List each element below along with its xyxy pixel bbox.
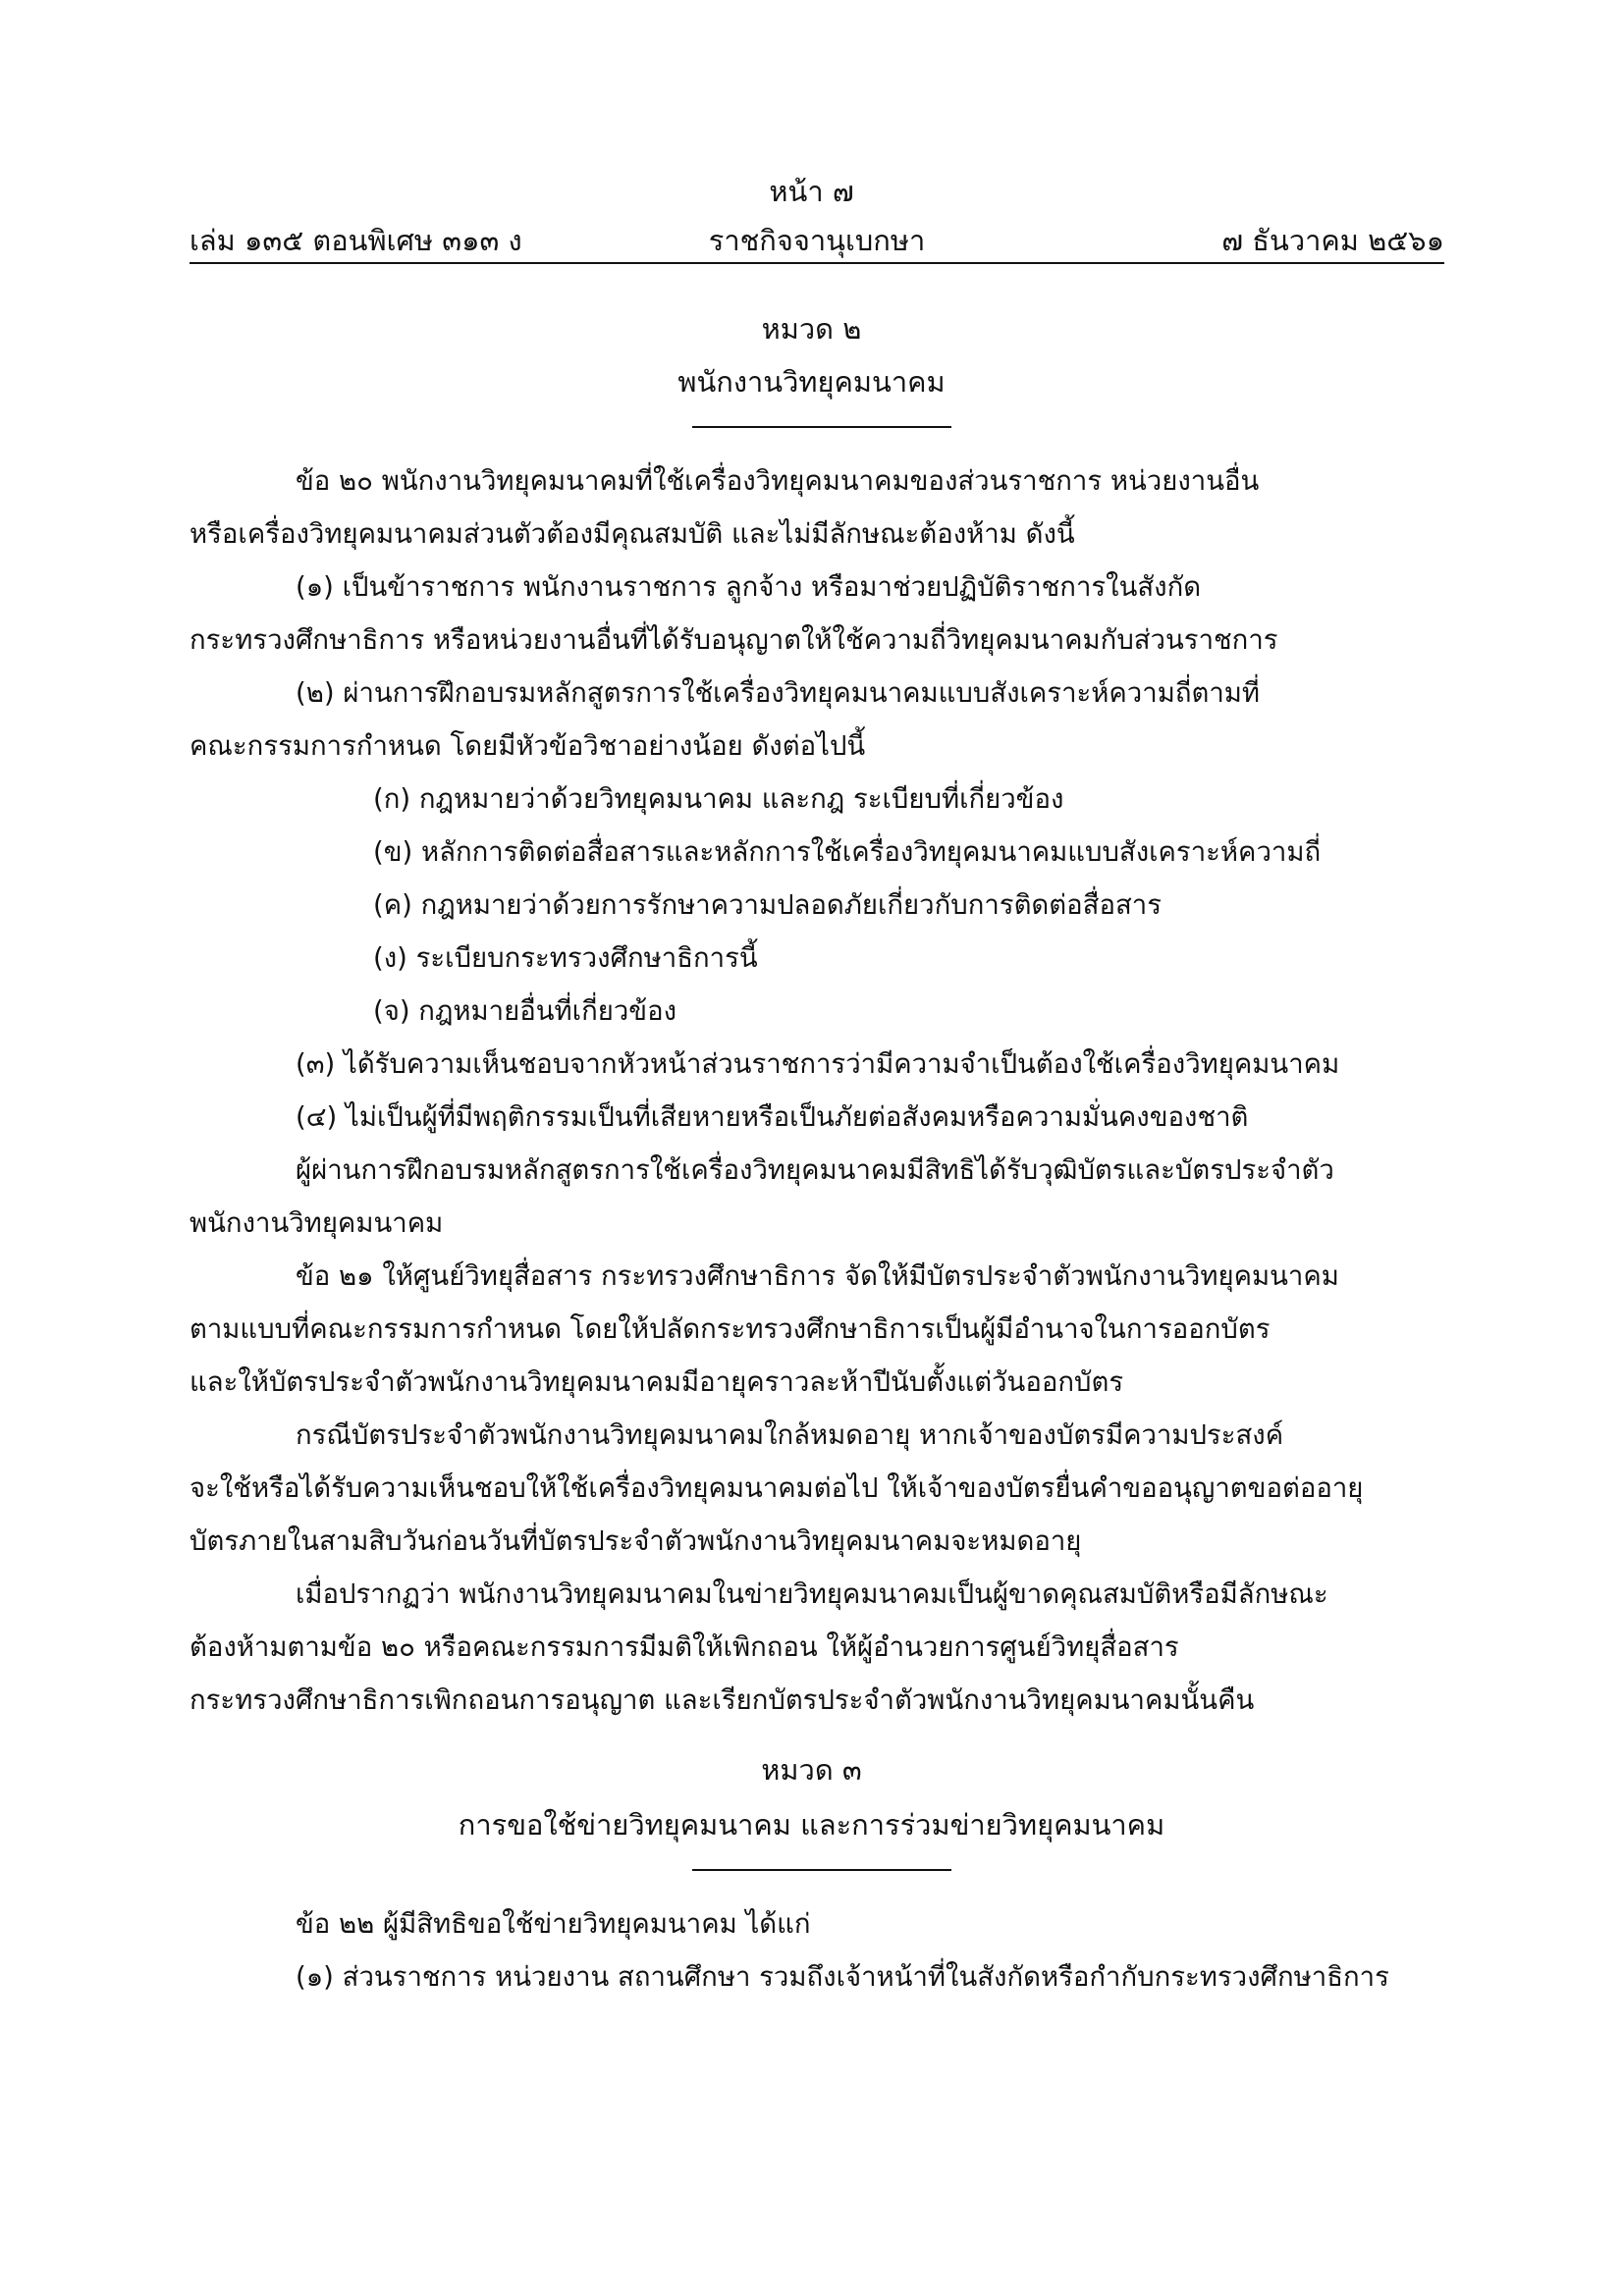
paragraph-line: พนักงานวิทยุคมนาคม bbox=[189, 1207, 444, 1239]
paragraph-line: (๑) เป็นข้าราชการ พนักงานราชการ ลูกจ้าง หรือมาช่วยปฏิบัติราชการในสังกัด bbox=[296, 571, 1202, 603]
gazette-header bbox=[189, 218, 1444, 261]
header-divider bbox=[189, 262, 1444, 264]
chapter-divider bbox=[692, 426, 951, 428]
paragraph-line: กระทรวงศึกษาธิการ หรือหน่วยงานอื่นที่ได้รับอนุญาตให้ใช้ความถี่วิทยุคมนาคมกับส่วนราชการ bbox=[189, 624, 1278, 656]
paragraph-line: จะใช้หรือได้รับความเห็นชอบให้ใช้เครื่องวิทยุคมนาคมต่อไป ให้เจ้าของบัตรยื่นคำขออนุญาตขอต่ออายุ bbox=[189, 1472, 1364, 1504]
list-item: (ข) หลักการติดต่อสื่อสารและหลักการใช้เครื่องวิทยุคมนาคมแบบสังเคราะห์ความถี่ bbox=[373, 836, 1322, 868]
paragraph-line: ผู้ผ่านการฝึกอบรมหลักสูตรการใช้เครื่องวิทยุคมนาคมมีสิทธิได้รับวุฒิบัตรและบัตรประจำตัว bbox=[296, 1154, 1334, 1186]
page-number: หน้า ๗ bbox=[769, 175, 854, 208]
paragraph-line: เมื่อปรากฏว่า พนักงานวิทยุคมนาคมในข่ายวิทยุคมนาคมเป็นผู้ขาดคุณสมบัติหรือมีลักษณะ bbox=[296, 1578, 1328, 1610]
paragraph-line: (๓) ได้รับความเห็นชอบจากหัวหน้าส่วนราชการว่ามีความจำเป็นต้องใช้เครื่องวิทยุคมนาคม bbox=[296, 1048, 1340, 1080]
paragraph-line: ข้อ ๒๒ ผู้มีสิทธิขอใช้ข่ายวิทยุคมนาคม ได้แก่ bbox=[296, 1908, 811, 1940]
chapter-divider bbox=[692, 1869, 951, 1871]
paragraph-line: ข้อ ๒๑ ให้ศูนย์วิทยุสื่อสาร กระทรวงศึกษาธิการ จัดให้มีบัตรประจำตัวพนักงานวิทยุคมนาคม bbox=[296, 1260, 1339, 1292]
paragraph-line: ข้อ ๒๐ พนักงานวิทยุคมนาคมที่ใช้เครื่องวิทยุคมนาคมของส่วนราชการ หน่วยงานอื่น bbox=[296, 465, 1260, 497]
list-item: (ค) กฎหมายว่าด้วยการรักษาความปลอดภัยเกี่ยวกับการติดต่อสื่อสาร bbox=[373, 889, 1162, 921]
chapter-title: การขอใช้ข่ายวิทยุคมนาคม และการร่วมข่ายวิทยุคมนาคม bbox=[458, 1808, 1165, 1842]
paragraph-line: และให้บัตรประจำตัวพนักงานวิทยุคมนาคมมีอายุคราวละห้าปีนับตั้งแต่วันออกบัตร bbox=[189, 1366, 1124, 1398]
paragraph-line: คณะกรรมการกำหนด โดยมีหัวข้อวิชาอย่างน้อย ดังต่อไปนี้ bbox=[189, 730, 866, 762]
list-item: (จ) กฎหมายอื่นที่เกี่ยวข้อง bbox=[373, 995, 677, 1027]
publication-name: ราชกิจจานุเบกษา bbox=[708, 224, 926, 257]
chapter-number: หมวด ๒ bbox=[761, 312, 862, 346]
paragraph-line: ต้องห้ามตามข้อ ๒๐ หรือคณะกรรมการมีมติให้เพิกถอน ให้ผู้อำนวยการศูนย์วิทยุสื่อสาร bbox=[189, 1631, 1179, 1663]
paragraph-line: กรณีบัตรประจำตัวพนักงานวิทยุคมนาคมใกล้หมดอายุ หากเจ้าของบัตรมีความประสงค์ bbox=[296, 1419, 1284, 1451]
paragraph-line: หรือเครื่องวิทยุคมนาคมส่วนตัวต้องมีคุณสมบัติ และไม่มีลักษณะต้องห้าม ดังนี้ bbox=[189, 518, 1075, 550]
paragraph-line: (๔) ไม่เป็นผู้ที่มีพฤติกรรมเป็นที่เสียหายหรือเป็นภัยต่อสังคมหรือความมั่นคงของชาติ bbox=[296, 1101, 1249, 1133]
paragraph-line: กระทรวงศึกษาธิการเพิกถอนการอนุญาต และเรียกบัตรประจำตัวพนักงานวิทยุคมนาคมนั้นคืน bbox=[189, 1684, 1255, 1716]
chapter-number: หมวด ๓ bbox=[761, 1753, 862, 1787]
list-item: (ก) กฎหมายว่าด้วยวิทยุคมนาคม และกฎ ระเบียบที่เกี่ยวข้อง bbox=[373, 783, 1064, 815]
paragraph-line: ตามแบบที่คณะกรรมการกำหนด โดยให้ปลัดกระทรวงศึกษาธิการเป็นผู้มีอำนาจในการออกบัตร bbox=[189, 1313, 1271, 1345]
paragraph-line: (๑) ส่วนราชการ หน่วยงาน สถานศึกษา รวมถึงเจ้าหน้าที่ในสังกัดหรือกำกับกระทรวงศึกษาธิการ bbox=[296, 1961, 1389, 1993]
paragraph-line: บัตรภายในสามสิบวันก่อนวันที่บัตรประจำตัวพนักงานวิทยุคมนาคมจะหมดอายุ bbox=[189, 1525, 1082, 1557]
volume-info: เล่ม ๑๓๕ ตอนพิเศษ ๓๑๓ ง bbox=[189, 224, 522, 257]
chapter-title: พนักงานวิทยุคมนาคม bbox=[677, 365, 946, 399]
paragraph-line: (๒) ผ่านการฝึกอบรมหลักสูตรการใช้เครื่องวิทยุคมนาคมแบบสังเคราะห์ความถี่ตามที่ bbox=[296, 677, 1261, 709]
list-item: (ง) ระเบียบกระทรวงศึกษาธิการนี้ bbox=[373, 942, 758, 974]
publication-date: ๗ ธันวาคม ๒๕๖๑ bbox=[1221, 224, 1444, 257]
